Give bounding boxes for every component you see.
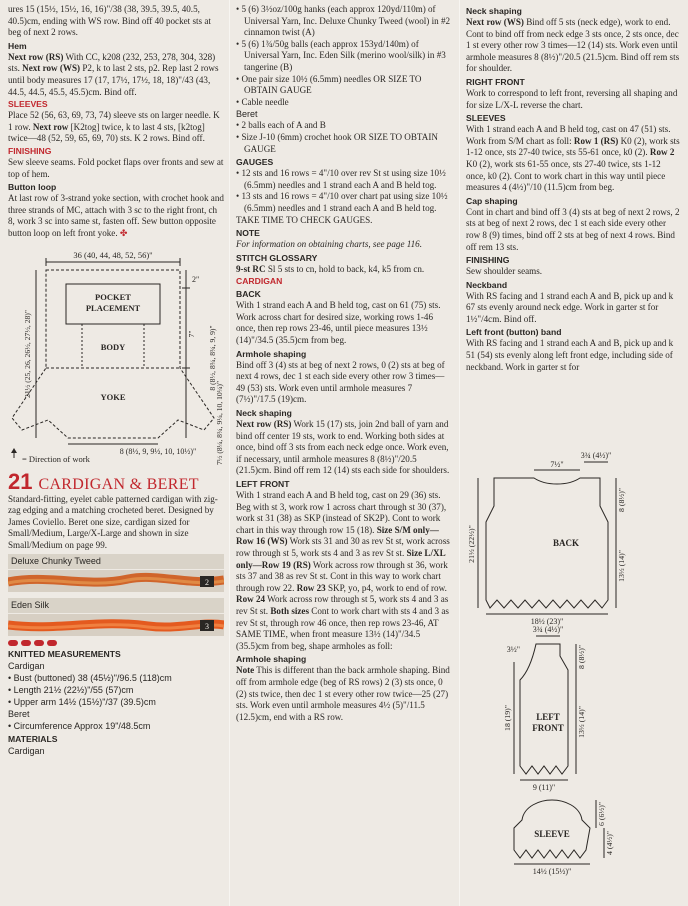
yarn-deluxe-chunky-tweed: [8, 554, 224, 592]
left-front-label-2: FRONT: [532, 723, 564, 733]
gauge-item: • 12 sts and 16 rows = 4"/10 over rev St st using size 10½ (6.5mm) needles and 1 strand each A and B held tog.: [236, 168, 446, 190]
back-dim-body: 13½ (14)": [617, 550, 626, 582]
dim-2in: 2": [192, 274, 200, 284]
neckband-text: With RS facing and 1 strand each A and B, pick up and k 67 sts evenly around neck edge. Work in garter st for 1½"/4cm. Bind off.: [466, 290, 674, 324]
front-dim-width: 9 (11)": [532, 783, 556, 792]
sleeve-dim-cap: 6 (6½)": [597, 802, 606, 826]
intro-text: ures 15 (15½, 15½, 16, 16)"/38 (38, 39.5, 39.5, 40.5, 40.5)cm, ending with WS row. Bind off 40 pocket sts at beg of next 2 rows.: [8, 4, 211, 38]
measurements-cardigan: Cardigan: [8, 661, 45, 672]
neck-shaping-heading: Neck shaping: [236, 408, 292, 419]
pattern-title: [8, 470, 224, 494]
materials-cardigan: Cardigan: [8, 746, 45, 757]
left-front-text: With 1 strand each A and B held tog, cast on 29 (36) sts. Beg with st 3, work row 1 across chart through st 30 (37), work st 31 (38) as SKP (instead of SK2P). Cont to work chart in this way through row 15 (18). Size S/M only—Row 16 (WS) Work sts 31 and 30 as rev St st, work across row through st 5, work sts 4 and 3 as rev St st. Size L/XL only—Row 19 (RS) Work across row through st 36, work sts 37 and 38 as rev St st. Cont in this way to work chart through row 22. Row 23 SKP, yo, p4, work to end of row. Row 24 Work across row through st 5, work sts 4 and 3 as rev St st. Both sizes Cont to work chart with sts 4 and 3 as rev St st, through row 46 once, then rep rows 23-46, AT SAME TIME, when front measure 13½ (14)"/34.5 (35.5)cm from beg, shape armholes as foll:: [236, 490, 450, 651]
gauge-item: • 13 sts and 16 rows = 4"/10 over chart pat using size 10½ (6.5mm) needles and 1 strand each A and B held tog.: [236, 191, 448, 213]
direction-legend: = Direction of work: [22, 453, 90, 464]
left-front-band-text: With RS facing and 1 strand each A and B, pick up and k 51 (54) sts evenly along left front edge, including side of neckband. Work in garter st for: [466, 338, 674, 372]
finishing-heading: FINISHING: [8, 145, 52, 156]
cap-shaping-text: Cont in chart and bind off 3 (4) sts at beg of next 2 rows, 2 sts at beg of next 2 rows, dec 1 st each side every other row 8 (9) times, bind off 2 sts at beg of next 4 rows. Bind off rem 13 sts.: [466, 206, 680, 252]
yarn-weight-badge: 3: [205, 622, 209, 632]
dim-width: 36 (40, 44, 48, 52, 56)": [73, 249, 153, 260]
material-item: • 5 (6) 3½oz/100g hanks (each approx 120yd/110m) of Universal Yarn, Inc. Deluxe Chunky Tweed (wool) in #2 cinnamon twist (A): [236, 4, 451, 38]
sleeves-text: Place 52 (56, 63, 69, 73, 74) sleeve sts on larger needle. K 1 row. Next row [K2tog] twice, k to last 4 sts, [k2tog] twice—48 (52, 59, 65, 69, 70) sts. K 2 rows. Bind off.: [8, 110, 220, 144]
dim-7in: 7": [187, 330, 196, 337]
dim-yoke-right: 7½ (8¼, 8¾, 9¼, 10, 10¼)": [215, 380, 224, 465]
finishing-heading-3: FINISHING: [466, 255, 510, 266]
neck-shaping-heading-3: Neck shaping: [466, 6, 522, 16]
skill-level-dots: [8, 640, 224, 646]
measurements-heading: KNITTED MEASUREMENTS: [8, 649, 121, 660]
material-item: • One pair size 10½ (6.5mm) needles OR SIZE TO OBTAIN GAUGE: [236, 73, 422, 96]
hem-heading: Hem: [8, 40, 27, 51]
pattern-name: CARDIGAN & BERET: [38, 475, 199, 493]
measurement-length: • Length 21½ (22½)"/55 (57)cm: [8, 685, 134, 696]
front-dim-body: 13½ (14)": [577, 706, 586, 738]
measurement-circumference: • Circumference Approx 19"/48.5cm: [8, 721, 151, 732]
material-item: • 5 (6) 1¾/50g balls (each approx 153yd/140m) of Universal Yarn, Inc. Eden Silk (merino wool/silk) in #3 tangerine (B): [236, 38, 446, 72]
back-dim-width: 18½ (23)": [530, 617, 564, 626]
finishing-text: Sew sleeve seams. Fold pocket flaps over fronts and sew at top of hem.: [8, 156, 224, 179]
materials-heading: MATERIALS: [8, 734, 58, 745]
dim-body-right: 8 (8½, 8¾, 8¾, 9, 9)": [208, 324, 217, 391]
column-right: [466, 4, 680, 373]
dim-length: 21½ (25, 26, 26½, 27½, 28)": [23, 309, 32, 398]
column-left: [8, 4, 224, 757]
back-dim-neck: 7½": [550, 460, 564, 469]
measurement-bust: • Bust (buttoned) 38 (45½)"/96.5 (118)cm: [8, 673, 172, 684]
back-dim-length: 21½ (22½)": [467, 525, 476, 563]
yarn-eden-silk: [8, 598, 224, 636]
cardigan-schematic: [8, 248, 224, 466]
measurement-upper-arm: • Upper arm 14½ (15½)"/37 (39.5)cm: [8, 697, 156, 708]
back-heading: BACK: [236, 289, 261, 300]
measurements-beret: Beret: [8, 709, 30, 720]
dim-bottom: 8 (8½, 9, 9½, 10, 10½)": [119, 446, 197, 456]
pattern-description: Standard-fitting, eyelet cable patterned cardigan with zig-zag edging and a matching crocheted beret. Designed by James Coviello. Beret one size, cardigan sized for Small/Medium, Large/X-Large and shown in size Small/Medium on page 99.: [8, 493, 218, 550]
sleeve-dim-length: 4 (4½)": [605, 831, 614, 855]
back-dim-armhole: 8 (8½)": [617, 488, 626, 512]
end-mark-icon: ✤: [119, 227, 128, 238]
armhole-shaping-text-2: Note This is different than the back armhole shaping. Bind off from armhole edge (beg of RS rows) 2 (3) sts once, 0 (2) sts twice, then dec 1 st every other row twice—25 (27) sts. Work even until armhole measures 4½ (5)"/11.5 (12.5)cm, end with a RS row.: [236, 665, 450, 722]
neckband-heading: Neckband: [466, 279, 508, 290]
armhole-shaping-text: Bind off 3 (4) sts at beg of next 2 rows, 0 (2) sts at beg of next 4 rows, dec 1 st each side every other row 3 times—49 (53) sts. Work even until armhole measures 7 (7½)"/17.5 (19)cm.: [236, 359, 445, 405]
yarn-label: Eden Silk: [8, 598, 224, 613]
button-loop-text: At last row of 3-strand yoke section, with crochet hook and three strands of MC, attach with 3 sc to the right front, ch 8, work 3 sc into same st, fasten off. Sew button opposite button loop on left front yoke. ✤: [8, 193, 224, 238]
sleeves-heading-3: SLEEVES: [466, 113, 506, 124]
button-loop-heading: Button loop: [8, 182, 57, 193]
label-pocket: POCKET: [95, 291, 131, 302]
sleeves-heading: SLEEVES: [8, 99, 48, 110]
right-front-heading: RIGHT FRONT: [466, 76, 525, 87]
hem-text: Next row (RS) With CC, k208 (232, 253, 278, 304, 328) sts. Next row (WS) P2, k to last 2 sts, p2. Rep last 2 rows until body measures 17 (17, 17½, 17½, 18, 18)"/43 (43, 44.5, 44.5, 45.5, 45.5)cm. Bind off.: [8, 51, 219, 97]
yarn-weight-badge: 2: [205, 578, 209, 588]
back-dim-shoulder: 3¾ (4½)": [580, 451, 612, 460]
neck-shaping-text-3: Next row (WS) Bind off 5 sts (neck edge), work to end. Cont to bind off from neck edge 3 sts once, 2 sts once, dec 1 st every other row 3 times—12 (14) sts. Work even until armhole measures 8 (8½)"/20.5 (21.5)cm. Bind off rem sts for shoulder.: [466, 17, 680, 74]
finishing-text-3: Sew shoulder seams.: [466, 266, 543, 277]
neck-shaping-text: Next row (RS) Work 15 (17) sts, join 2nd ball of yarn and bind off center 19 sts, work to end. Working both sides at once, bind off 3 sts from each neck edge once. Work even, if necessary, until armhole measures 8 (8½)"/20.5 (21.5)cm. Bind off rem 12 (14) sts each side for shoulders.: [236, 419, 450, 476]
sleeve-dim-width: 14½ (15½)": [532, 867, 572, 876]
back-text: With 1 strand each A and B held tog, cast on 61 (75) sts. Work across chart for desired size, working rows 1-46 once, then rep rows 23-46, until piece measures 13½ (14)"/34.5 (35.5)cm from beg.: [236, 300, 441, 346]
label-body: BODY: [100, 341, 126, 352]
front-dim-neck: 3½": [506, 645, 520, 654]
material-item: • Cable needle: [236, 96, 289, 107]
beret-materials-heading: Beret: [236, 109, 258, 120]
left-front-heading: LEFT FRONT: [236, 479, 290, 489]
left-front-band-heading: Left front (button) band: [466, 327, 562, 338]
yarn-label: Deluxe Chunky Tweed: [8, 554, 224, 569]
label-placement: PLACEMENT: [85, 302, 141, 313]
stitch-glossary-text: 9-st RC Sl 5 sts to cn, hold to back, k4, k5 from cn.: [236, 263, 425, 274]
note-text: For information on obtaining charts, see page 116.: [236, 239, 422, 250]
sleeves-text-3: With 1 strand each A and B held tog, cast on 47 (51) sts. Work from S/M chart as foll: Row 1 (RS) K0 (2), work sts 1-12 once, sts 27-40 twice, sts 55-61 once, k0 (2). Row 2 K0 (2), work sts 61-55 once, sts 27-40 twice, sts 1-12 once, k0 (2). Cont to work chart in this way until piece measures 4 (4½)"/10 (11.5)cm from beg.: [466, 124, 680, 193]
stitch-glossary-heading: STITCH GLOSSARY: [236, 252, 318, 263]
armhole-shaping-heading: Armhole shaping: [236, 348, 307, 359]
back-label: BACK: [552, 538, 580, 548]
sleeve-label: SLEEVE: [534, 829, 570, 839]
left-front-label-1: LEFT: [536, 712, 560, 722]
right-front-text: Work to correspond to left front, reversing all shaping and for size L/X-L reverse the chart.: [466, 87, 678, 110]
label-yoke: YOKE: [100, 391, 126, 402]
material-item: • 2 balls each of A and B: [236, 120, 326, 131]
take-time-note: TAKE TIME TO CHECK GAUGES.: [236, 214, 373, 225]
column-middle: [236, 4, 451, 723]
front-dim-length: 18 (19)": [503, 705, 512, 731]
material-item: • Size J-10 (6mm) crochet hook OR SIZE TO OBTAIN GAUGE: [236, 131, 438, 154]
armhole-shaping-heading-2: Armhole shaping: [236, 654, 307, 665]
note-heading: NOTE: [236, 228, 260, 239]
yarn-swatch: [8, 570, 224, 592]
schematic-diagrams: [466, 448, 680, 898]
cardigan-heading: CARDIGAN: [236, 276, 283, 287]
front-dim-armhole: 8 (8½)": [577, 645, 586, 669]
gauges-heading: GAUGES: [236, 157, 274, 168]
yarn-swatch: [8, 614, 224, 636]
cap-shaping-heading: Cap shaping: [466, 195, 518, 206]
pattern-number: 21: [8, 468, 33, 494]
front-dim-shoulder: 3¾ (4½)": [532, 625, 564, 634]
